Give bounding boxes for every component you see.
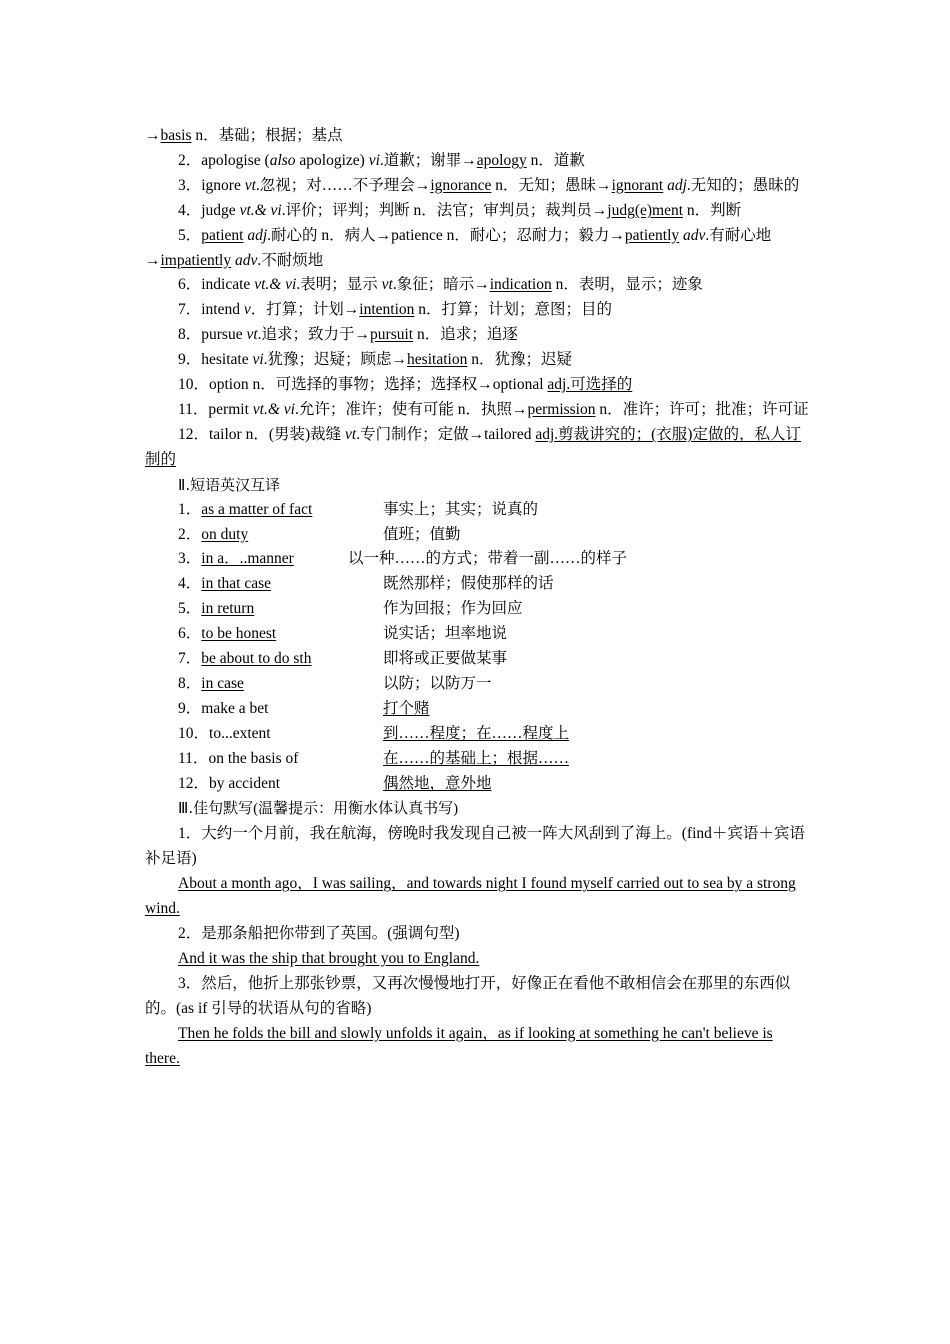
- pos: adj: [667, 176, 687, 194]
- answer: basis: [160, 127, 192, 144]
- phrase-number: 5．: [178, 600, 202, 618]
- text: 2．apologise (: [178, 151, 270, 169]
- section-2-heading: Ⅱ.短语英汉互译: [178, 475, 281, 494]
- answer: And it was the ship that brought you to England.: [178, 949, 480, 967]
- phrase-zh-text: 在……的基础上；根据……: [383, 749, 570, 767]
- pos: vt: [345, 425, 357, 443]
- text: .评价；评判；判断 n．法官；审判员；裁判员→: [281, 201, 608, 219]
- phrase-en-text: in case: [201, 674, 244, 692]
- phrase-chinese: [383, 672, 810, 697]
- phrase-chinese: [383, 772, 810, 797]
- answer: indication: [489, 276, 552, 294]
- pos: adv: [683, 226, 706, 244]
- phrase-chinese: [383, 523, 810, 548]
- phrase-english: [145, 523, 383, 548]
- text: apologize): [295, 151, 369, 169]
- text: 8．pursue: [178, 326, 247, 344]
- answer: patiently: [624, 226, 680, 244]
- sentence-2-answer: [145, 947, 810, 972]
- answer: impatiently: [160, 251, 232, 269]
- vocab-item-9: [145, 348, 810, 373]
- vocab-item-11: [145, 398, 810, 423]
- text: .耐心的 n．病人→patience n．耐心；忍耐力；毅力→: [267, 226, 625, 244]
- phrase-number: 3．: [178, 550, 202, 568]
- arrow: →: [145, 127, 161, 144]
- phrase-zh-text: 说实话；坦率地说: [383, 625, 508, 643]
- vocab-item-10: [145, 373, 810, 398]
- phrase-chinese: [383, 647, 810, 672]
- vocab-item-3: [145, 174, 810, 199]
- sentence-1-prompt: 1．大约一个月前，我在航海，傍晚时我发现自己被一阵大风刮到了海上。(find＋宾语＋宾语补足语): [145, 825, 805, 868]
- phrase-chinese: [383, 722, 810, 747]
- text: .无知的；愚昧的: [686, 176, 800, 194]
- phrase-english: [145, 622, 383, 647]
- phrase-number: 12．: [178, 774, 210, 792]
- pos: vt.& vi: [254, 276, 297, 294]
- answer: patient: [201, 226, 244, 244]
- phrase-zh-text: 值班；值勤: [383, 525, 461, 543]
- worksheet-page: [145, 124, 810, 1071]
- phrase-en-text: to...extent: [209, 724, 271, 742]
- answer: apology: [476, 151, 527, 169]
- phrase-row: [145, 547, 810, 572]
- text: n．打算；计划；意图；目的: [414, 301, 613, 319]
- phrase-en-text: as a matter of fact: [201, 500, 313, 518]
- pos: vt: [246, 326, 258, 344]
- pos: vt.& vi: [252, 400, 295, 418]
- phrase-english: [145, 547, 348, 572]
- phrase-row: [145, 672, 810, 697]
- phrase-english: [145, 647, 383, 672]
- phrase-zh-text: 即将或正要做某事: [383, 650, 508, 668]
- text: 9．hesitate: [178, 351, 253, 369]
- phrase-en-text: by accident: [209, 774, 281, 792]
- phrase-english: [145, 722, 383, 747]
- phrase-chinese: [383, 622, 810, 647]
- answer: adj.可选择的: [547, 376, 633, 394]
- phrase-number: 9．: [178, 699, 202, 717]
- heading-note: (温馨提示：用衡水体认真书写): [253, 801, 459, 818]
- answer: hesitation: [407, 351, 468, 369]
- text: ．打算；计划→: [250, 301, 360, 319]
- phrase-number: 6．: [178, 625, 202, 643]
- phrase-zh-text: 打个赌: [383, 699, 430, 717]
- phrase-chinese: [348, 547, 810, 572]
- phrase-english: [145, 672, 383, 697]
- answer: ignorant: [611, 176, 664, 194]
- pos: vt: [244, 176, 256, 194]
- text: n．追求；追逐: [413, 326, 518, 344]
- phrase-english: [145, 747, 383, 772]
- phrase-english: [145, 572, 383, 597]
- answer: permission: [527, 400, 596, 418]
- vocab-item-8: [145, 323, 810, 348]
- phrase-row: [145, 722, 810, 747]
- text: n．准许；许可；批准；许可证: [595, 400, 809, 418]
- text: .表明；显示: [296, 276, 382, 294]
- text: .允许；准许；使有可能 n．执照→: [294, 400, 528, 418]
- phrase-row: [145, 697, 810, 722]
- answer: pursuit: [370, 326, 414, 344]
- text: 11．permit: [178, 400, 253, 418]
- text: 10．option n．可选择的事物；选择；选择权→optional: [178, 376, 548, 394]
- pos: v: [243, 301, 251, 319]
- phrase-english: [145, 772, 383, 797]
- answer: ignorance: [430, 176, 492, 194]
- phrase-en-text: in return: [201, 600, 255, 618]
- phrase-row: [145, 647, 810, 672]
- text: n．道歉: [526, 151, 585, 169]
- pos: vi: [252, 351, 264, 369]
- text: .象征；暗示→: [392, 276, 490, 294]
- phrase-row: [145, 597, 810, 622]
- text: 12．tailor n．(男装)裁缝: [178, 425, 346, 443]
- answer: intention: [359, 301, 415, 319]
- vocab-item-6: [145, 273, 810, 298]
- phrase-zh-text: 以防；以防万一: [383, 674, 492, 692]
- text: n．犹豫；迟疑: [467, 351, 572, 369]
- pos: vt.& vi: [239, 201, 282, 219]
- phrase-english: [145, 498, 383, 523]
- pos: vt: [381, 276, 393, 294]
- phrase-en-text: in that case: [201, 575, 271, 593]
- phrase-chinese: [383, 747, 810, 772]
- phrase-en-text: to be honest: [201, 625, 277, 643]
- pos: adv: [234, 251, 258, 269]
- phrase-english: [145, 597, 383, 622]
- phrase-number: 2．: [178, 525, 202, 543]
- phrase-number: 8．: [178, 674, 202, 692]
- phrase-number: 11．: [178, 749, 209, 767]
- text: 3．ignore: [178, 176, 245, 194]
- phrase-chinese: [383, 597, 810, 622]
- text: n．判断: [683, 201, 742, 219]
- text: .追求；致力于→: [257, 326, 371, 344]
- text: 6．indicate: [178, 276, 255, 294]
- phrase-row: [145, 747, 810, 772]
- phrase-en-text: make a bet: [201, 699, 269, 717]
- text: .专门制作；定做→tailored: [356, 425, 536, 443]
- vocab-item-4: [145, 199, 810, 224]
- phrase-zh-text: 事实上；其实；说真的: [383, 500, 539, 518]
- text: n．无知；愚昧→: [491, 176, 612, 194]
- phrase-number: 7．: [178, 650, 202, 668]
- text: 5．: [178, 226, 202, 244]
- section-3-heading: [145, 796, 810, 822]
- vocab-item-7: [145, 298, 810, 323]
- pos: vi: [368, 151, 380, 169]
- phrase-row: [145, 772, 810, 797]
- text: .犹豫；迟疑；顾虑→: [263, 351, 408, 369]
- vocab-item-2: [145, 149, 810, 174]
- phrase-en-text: on duty: [201, 525, 249, 543]
- sentence-2-prompt: 2．是那条船把你带到了英国。(强调句型): [178, 925, 460, 942]
- phrase-chinese: [383, 572, 810, 597]
- phrase-number: 4．: [178, 575, 202, 593]
- text: 7．intend: [178, 301, 244, 319]
- vocab-item-5: [145, 224, 810, 274]
- phrase-list: [145, 498, 810, 797]
- phrase-number: 1．: [178, 500, 202, 518]
- text: .有耐心地→: [145, 226, 772, 269]
- phrase-zh-text: 偶然地，意外地: [383, 774, 492, 792]
- phrase-en-text: be about to do sth: [201, 650, 312, 668]
- sentence-3-prompt: 3．然后，他折上那张钞票，又再次慢慢地打开，好像正在看他不敢相信会在那里的东西似的。(as if 引导的状语从句的省略): [145, 974, 791, 1017]
- sentence-3-answer: [145, 1022, 810, 1072]
- text: also: [269, 151, 296, 169]
- phrase-chinese: [383, 498, 810, 523]
- vocab-item-1-continuation: [145, 124, 810, 149]
- text: 4．judge: [178, 201, 240, 219]
- pos: adj: [247, 226, 268, 244]
- text: .道歉；谢罪→: [379, 151, 477, 169]
- text: n．表明，显示；迹象: [551, 276, 703, 294]
- phrase-zh-text: 既然那样；假使那样的话: [383, 575, 554, 593]
- answer: judg(e)ment: [607, 201, 684, 219]
- heading-title: Ⅲ.佳句默写: [178, 799, 254, 818]
- text: .忽视；对……不予理会→: [255, 176, 431, 194]
- gloss: n．基础；根据；基点: [191, 127, 343, 144]
- phrase-row: [145, 622, 810, 647]
- answer: adj.剪裁讲究的；(衣服)定做的，私人订制的: [145, 425, 801, 468]
- sentence-1-answer: [145, 872, 810, 922]
- text: .不耐烦地: [257, 251, 324, 269]
- answer: Then he folds the bill and slowly unfolds it again，as if looking at something he can't believe is there.: [145, 1024, 773, 1067]
- phrase-row: [145, 498, 810, 523]
- phrase-zh-text: 以一种……的方式；带着一副……的样子: [348, 550, 628, 568]
- phrase-english: [145, 697, 383, 722]
- phrase-chinese: [383, 697, 810, 722]
- answer: About a month ago，I was sailing，and towards night I found myself carried out to sea by a strong wind.: [145, 875, 796, 918]
- phrase-en-text: in a．..manner: [201, 550, 294, 568]
- phrase-row: [145, 523, 810, 548]
- phrase-zh-text: 到……程度；在……程度上: [383, 724, 570, 742]
- phrase-row: [145, 572, 810, 597]
- vocab-item-12: [145, 423, 810, 473]
- phrase-en-text: on the basis of: [208, 749, 299, 767]
- phrase-number: 10．: [178, 724, 210, 742]
- phrase-zh-text: 作为回报；作为回应: [383, 600, 523, 618]
